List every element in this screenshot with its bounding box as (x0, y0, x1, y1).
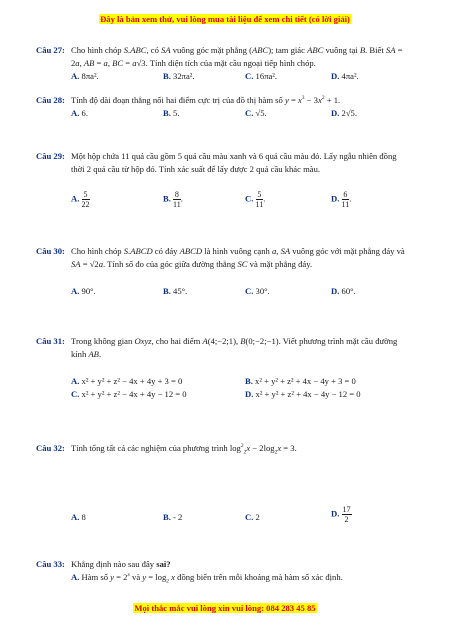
question-text: Tính độ dài đoạn thẳng nối hai điểm cực trị của đồ thị hàm số $y = x^3 - 3x^2 + 1$. (71, 95, 341, 105)
question-32 (36, 442, 408, 529)
question-33 (36, 558, 408, 584)
question-text: Tính tổng tất cả các nghiệm của phương trình $\log^2_2x - 2\log_2x = 3$. (71, 443, 297, 456)
option-a[interactable]: A. $\frac{5}{22}$ (71, 190, 90, 209)
option-a[interactable]: A. 90°. (71, 286, 96, 296)
question-label: Câu 29: (36, 151, 65, 161)
question-label: Câu 28: (36, 95, 65, 105)
option-b[interactable]: B. 5. (163, 108, 180, 118)
options-row (71, 190, 408, 214)
option-b[interactable]: B. - 2 (163, 512, 183, 522)
question-text: Khẳng định nào sau đây sai? (71, 559, 171, 569)
option-a[interactable]: A. Hàm số $y = 2^x$ và $y = \log_2 x$ đồng biến trên mỗi khoảng mà hàm số xác định. (71, 572, 343, 585)
question-31 (36, 335, 408, 401)
option-a[interactable]: A. 6. (71, 108, 88, 118)
question-label: Câu 27: (36, 45, 65, 55)
options-row (71, 70, 408, 83)
option-d[interactable]: D. x² + y² + z² + 4x − 4y − 12 = 0 (245, 389, 361, 399)
question-text: Một hộp chứa 11 quả cầu gồm 5 quả cầu màu xanh và 6 quả cầu màu đỏ. Lấy ngẫu nhiên đồng thời 2 quả cầu từ hộp đó. Tính xác suất để lấy được 2 quả cầu khác màu. (71, 151, 397, 174)
question-30 (36, 245, 408, 298)
option-c[interactable]: C. √5. (245, 108, 267, 118)
options-row (71, 107, 408, 120)
option-d[interactable]: D. 60°. (331, 286, 356, 296)
option-d[interactable]: D. 4πa². (331, 71, 359, 81)
options-row (71, 571, 408, 584)
question-label: Câu 31: (36, 336, 65, 346)
option-b[interactable]: B. 45°. (163, 286, 188, 296)
question-label: Câu 30: (36, 246, 65, 256)
preview-banner (0, 14, 450, 24)
option-c[interactable]: C. x² + y² + z² − 4x + 4y − 12 = 0 (71, 389, 187, 399)
option-c[interactable]: C. 16πa². (245, 71, 277, 81)
question-29 (36, 150, 408, 214)
question-27 (36, 44, 408, 83)
question-28 (36, 94, 408, 120)
question-label: Câu 33: (36, 559, 65, 569)
preview-banner-text: Đây là bản xem thử, vui lòng mua tài liệu để xem chi tiết (có lời giải) (100, 14, 350, 24)
option-d[interactable]: D. $\frac{6}{11}$ . (331, 190, 352, 209)
option-d[interactable]: D. $\frac{17}{2}$ (331, 505, 351, 524)
question-text: Trong không gian Oxyz, cho hai điểm A(4;−2;1), B(0;−2;−1). Viết phương trình mặt cầu đường kính AB. (71, 336, 398, 359)
contact-banner (0, 603, 450, 613)
options-row (71, 375, 408, 388)
option-b[interactable]: B. x² + y² + z² + 4x − 4y + 3 = 0 (245, 376, 356, 386)
option-c[interactable]: C. $\frac{5}{11}$ . (245, 190, 266, 209)
option-a[interactable]: A. 8πa². (71, 71, 99, 81)
option-d[interactable]: D. 2√5. (331, 108, 357, 118)
options-row (71, 285, 408, 298)
option-b[interactable]: B. $\frac{8}{11}$ . (163, 190, 183, 209)
option-c[interactable]: C. 30°. (245, 286, 270, 296)
options-row (71, 388, 408, 401)
option-a[interactable]: A. 8 (71, 512, 86, 522)
contact-banner-text: Mọi thắc mắc vui lòng xin vui lòng: 084 283 45 85 (134, 603, 316, 613)
option-b[interactable]: B. 32πa². (163, 71, 195, 81)
question-text: Cho hình chóp S.ABC, có SA vuông góc mặt phẳng (ABC); tam giác ABC vuông tại B. Biết SA = 2a, AB = a, BC = a√3. Tính diện tích của mặt cầu ngoại tiếp hình chóp. (71, 45, 403, 68)
question-label: Câu 32: (36, 443, 65, 453)
option-a[interactable]: A. x² + y² + z² − 4x + 4y + 3 = 0 (71, 376, 183, 386)
options-row (71, 505, 408, 529)
option-c[interactable]: C. 2 (245, 512, 260, 522)
question-text: Cho hình chóp S.ABCD có đáy ABCD là hình vuông cạnh a, SA vuông góc với mặt phẳng đáy và SA = √2a. Tính số đo của góc giữa đường thẳng SC và mặt phẳng đáy. (71, 246, 405, 269)
